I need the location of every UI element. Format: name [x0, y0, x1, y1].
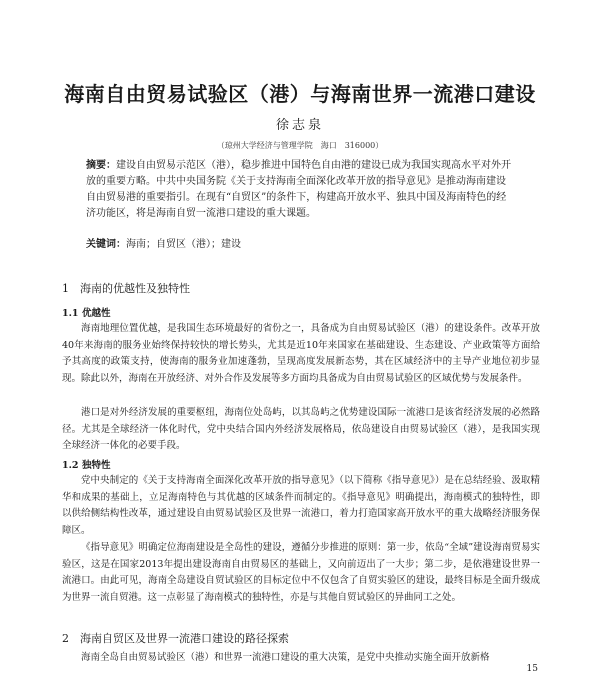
section-title: 海南自贸区及世界一流港口建设的路径探索: [80, 632, 289, 645]
abstract-text: 建设自由贸易示范区（港），稳步推进中国特色自由港的建设已成为我国实现高水平对外开放的重要方略。中共中央国务院《关于支持海南全面深化改革开放的指导意见》是推动海南建设自由贸易港的重要指引。在现有“自贸区”的条件下，构建高开放水平、独具中国及海南特色的经济功能区，将是海南自贸一流港口建设的重大课题。: [86, 160, 511, 219]
page-number: 15: [526, 664, 538, 674]
section-number: 2: [62, 632, 69, 645]
keywords-text: 海南；自贸区（港）；建设: [126, 239, 241, 250]
keywords: [86, 238, 514, 252]
subsection-number: 1.2: [62, 460, 79, 471]
section-title: 海南的优越性及独特性: [80, 282, 190, 295]
section-heading: [62, 280, 190, 296]
keywords-label: 关键词：: [86, 239, 126, 250]
author-name: 徐志泉: [275, 118, 324, 133]
abstract: [86, 158, 514, 222]
section-number: 1: [62, 282, 69, 295]
subsection-title: 优越性: [82, 308, 111, 319]
body-paragraph: 海南地理位置优越，是我国生态环境最好的省份之一，具备成为自由贸易试验区（港）的建设条件。改革开放40年来海南的服务业始终保持较快的增长势头，尤其是近10年来国家在基础建设、生态建设、产业政策等方面给予其高度的政策支持，使海南的服务业加速蓬勃，呈现高度发展新态势，其在区域经济中的主导产业地位初步显现。除此以外，海南在开放经济、对外合作及发展等多方面均具备成为自由贸易试验区的区域优势与发展条件。: [62, 323, 540, 384]
subsection-heading: [62, 457, 111, 471]
body-paragraph: 党中央制定的《关于支持海南全面深化改革开放的指导意见》（以下简称《指导意见》）是在总结经验、汲取精华和成果的基础上，立足海南特色与其优越的区域条件而制定的。《指导意见》明确提出，海南模式的独特性，即以供给侧结构性改革，通过建设自由贸易试验区及世界一流港口，着力打造国家高开放水平的重大战略经济服务保障区。: [62, 475, 540, 536]
section-heading: [62, 630, 289, 646]
subsection-title: 独特性: [82, 460, 111, 471]
body-paragraph: 海南全岛自由贸易试验区（港）和世界一流港口建设的重大决策，是党中央推动实施全面开放新格: [81, 652, 490, 663]
body-paragraph: 《指导意见》明确定位海南建设是全岛性的建设，遵循分步推进的原则：第一步，依岛“全域”建设海南贸易实验区，这是在国家2013年提出建设海南自由贸易区的基础上，又向前迈出了一大步；第二步，是依港建设世界一流港口。由此可见，海南全岛建设自贸试验区的目标定位中不仅包含了自贸实验区的建设，最终目标是全面升级成为世界一流自贸港。这一点彰显了海南模式的独特性，亦是与其他自贸试验区的异曲同工之处。: [62, 542, 540, 603]
abstract-label: 摘要：: [86, 160, 116, 171]
subsection-heading: [62, 305, 111, 319]
body-paragraph: 港口是对外经济发展的重要枢纽，海南位处岛屿，以其岛屿之优势建设国际一流港口是该省经济发展的必然路径。尤其是全球经济一体化时代，党中央结合国内外经济发展格局，依岛建设自由贸易试验区（港），是我国实现全球经济一体化的必要手段。: [62, 407, 540, 452]
author-affiliation: （琼州大学经济与管理学院 海口 316000）: [216, 141, 384, 150]
subsection-number: 1.1: [62, 308, 79, 319]
paper-title: 海南自由贸易试验区（港）与海南世界一流港口建设: [64, 82, 536, 106]
